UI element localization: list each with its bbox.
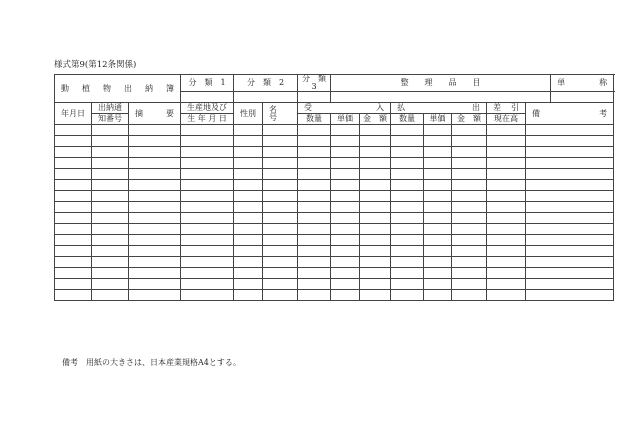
- table-cell[interactable]: [55, 268, 92, 279]
- col-tx-no-1: 出納通: [92, 103, 129, 114]
- table-cell[interactable]: [452, 125, 487, 136]
- table-cell[interactable]: [55, 290, 92, 301]
- payment-unit-price: 単価: [424, 114, 452, 125]
- col-origin-2: 生 年 月 日: [181, 114, 234, 125]
- table-cell[interactable]: [92, 147, 129, 158]
- table-cell[interactable]: [487, 279, 526, 290]
- table-cell[interactable]: [360, 268, 391, 279]
- table-cell[interactable]: [526, 180, 614, 191]
- table-cell[interactable]: [526, 136, 614, 147]
- table-cell[interactable]: [263, 279, 298, 290]
- table-cell[interactable]: [331, 224, 360, 235]
- table-cell[interactable]: [331, 257, 360, 268]
- table-cell[interactable]: [234, 202, 263, 213]
- table-row: [55, 213, 614, 224]
- table-cell[interactable]: [234, 268, 263, 279]
- receipt-qty: 数量: [298, 114, 331, 125]
- table-cell[interactable]: [92, 213, 129, 224]
- table-cell[interactable]: [263, 213, 298, 224]
- table-cell[interactable]: [234, 125, 263, 136]
- table-cell[interactable]: [181, 268, 234, 279]
- table-cell[interactable]: [452, 279, 487, 290]
- table-cell[interactable]: [391, 268, 424, 279]
- table-row: [55, 158, 614, 169]
- table-cell[interactable]: [298, 290, 331, 301]
- table-cell[interactable]: [487, 136, 526, 147]
- table-cell[interactable]: [487, 268, 526, 279]
- table-cell[interactable]: [487, 290, 526, 301]
- table-cell[interactable]: [391, 180, 424, 191]
- table-cell[interactable]: [487, 224, 526, 235]
- table-cell[interactable]: [234, 224, 263, 235]
- table-cell[interactable]: [92, 180, 129, 191]
- table-cell[interactable]: [298, 158, 331, 169]
- table-cell[interactable]: [391, 191, 424, 202]
- table-cell[interactable]: [452, 246, 487, 257]
- table-cell[interactable]: [331, 246, 360, 257]
- table-cell[interactable]: [55, 224, 92, 235]
- table-cell[interactable]: [424, 213, 452, 224]
- table-cell[interactable]: [234, 169, 263, 180]
- table-cell[interactable]: [360, 213, 391, 224]
- table-cell[interactable]: [526, 169, 614, 180]
- col-name: 名 号: [263, 103, 298, 125]
- table-cell[interactable]: [129, 279, 181, 290]
- table-cell[interactable]: [391, 235, 424, 246]
- ledger-rows: [55, 125, 614, 301]
- table-cell[interactable]: [424, 180, 452, 191]
- table-cell[interactable]: [129, 158, 181, 169]
- table-cell[interactable]: [526, 279, 614, 290]
- table-row: [55, 147, 614, 158]
- col-sex: 性別: [234, 103, 263, 125]
- table-row: [55, 136, 614, 147]
- table-cell[interactable]: [181, 224, 234, 235]
- col-payment: 払 出: [391, 103, 487, 114]
- table-cell[interactable]: [452, 136, 487, 147]
- table-cell[interactable]: [129, 147, 181, 158]
- table-cell[interactable]: [263, 191, 298, 202]
- table-row: [55, 191, 614, 202]
- table-cell[interactable]: [331, 202, 360, 213]
- table-cell[interactable]: [129, 213, 181, 224]
- table-cell[interactable]: [298, 279, 331, 290]
- table-cell[interactable]: [92, 169, 129, 180]
- table-cell[interactable]: [92, 125, 129, 136]
- table-cell[interactable]: [424, 290, 452, 301]
- class2-label: 分 類 2: [234, 75, 298, 92]
- unit-value: [551, 92, 614, 103]
- table-cell[interactable]: [263, 246, 298, 257]
- table-cell[interactable]: [129, 169, 181, 180]
- table-cell[interactable]: [298, 136, 331, 147]
- table-cell[interactable]: [331, 191, 360, 202]
- unit-label: 単 称: [551, 75, 614, 92]
- table-cell[interactable]: [452, 268, 487, 279]
- table-cell[interactable]: [129, 125, 181, 136]
- table-cell[interactable]: [55, 147, 92, 158]
- table-cell[interactable]: [234, 290, 263, 301]
- table-cell[interactable]: [181, 279, 234, 290]
- table-cell[interactable]: [391, 158, 424, 169]
- table-row: [55, 180, 614, 191]
- table-cell[interactable]: [298, 268, 331, 279]
- table-cell[interactable]: [360, 169, 391, 180]
- table-cell[interactable]: [391, 224, 424, 235]
- table-cell[interactable]: [263, 125, 298, 136]
- table-cell[interactable]: [298, 180, 331, 191]
- table-cell[interactable]: [331, 235, 360, 246]
- table-cell[interactable]: [234, 136, 263, 147]
- table-cell[interactable]: [424, 202, 452, 213]
- table-cell[interactable]: [234, 279, 263, 290]
- receipt-unit-price: 単価: [331, 114, 360, 125]
- table-cell[interactable]: [424, 191, 452, 202]
- table-row: [55, 290, 614, 301]
- table-cell[interactable]: [526, 191, 614, 202]
- table-cell[interactable]: [424, 235, 452, 246]
- note: 備考 用紙の大きさは、日本産業規格A4とする。: [62, 358, 241, 367]
- table-cell[interactable]: [234, 246, 263, 257]
- table-row: [55, 169, 614, 180]
- table-cell[interactable]: [526, 224, 614, 235]
- table-cell[interactable]: [331, 169, 360, 180]
- table-cell[interactable]: [526, 202, 614, 213]
- table-cell[interactable]: [92, 279, 129, 290]
- table-cell[interactable]: [487, 246, 526, 257]
- table-cell[interactable]: [92, 257, 129, 268]
- table-cell[interactable]: [487, 202, 526, 213]
- table-cell[interactable]: [452, 235, 487, 246]
- table-cell[interactable]: [234, 191, 263, 202]
- class1-label: 分 類 1: [181, 75, 234, 92]
- table-cell[interactable]: [263, 257, 298, 268]
- table-cell[interactable]: [92, 290, 129, 301]
- table-cell[interactable]: [424, 257, 452, 268]
- table-cell[interactable]: [92, 268, 129, 279]
- col-origin-1: 生産地及び: [181, 103, 234, 114]
- table-cell[interactable]: [92, 246, 129, 257]
- table-cell[interactable]: [360, 235, 391, 246]
- table-cell[interactable]: [424, 125, 452, 136]
- table-cell[interactable]: [331, 180, 360, 191]
- table-cell[interactable]: [263, 136, 298, 147]
- table-cell[interactable]: [92, 158, 129, 169]
- table-cell[interactable]: [526, 257, 614, 268]
- table-cell[interactable]: [391, 202, 424, 213]
- ledger-title: 動 植 物 出 納 簿: [55, 75, 181, 103]
- table-cell[interactable]: [55, 202, 92, 213]
- table-cell[interactable]: [391, 290, 424, 301]
- table-cell[interactable]: [298, 147, 331, 158]
- receipt-amount: 金 額: [360, 114, 391, 125]
- table-cell[interactable]: [55, 125, 92, 136]
- table-cell[interactable]: [360, 202, 391, 213]
- table-cell[interactable]: [391, 136, 424, 147]
- table-cell[interactable]: [181, 136, 234, 147]
- table-cell[interactable]: [424, 268, 452, 279]
- table-cell[interactable]: [55, 279, 92, 290]
- table-cell[interactable]: [360, 257, 391, 268]
- table-cell[interactable]: [452, 257, 487, 268]
- table-row: [55, 279, 614, 290]
- table-cell[interactable]: [234, 158, 263, 169]
- table-cell[interactable]: [331, 158, 360, 169]
- table-cell[interactable]: [487, 125, 526, 136]
- table-cell[interactable]: [360, 279, 391, 290]
- table-cell[interactable]: [331, 136, 360, 147]
- table-cell[interactable]: [181, 191, 234, 202]
- table-row: [55, 257, 614, 268]
- table-cell[interactable]: [234, 257, 263, 268]
- table-cell[interactable]: [55, 180, 92, 191]
- table-cell[interactable]: [129, 136, 181, 147]
- col-summary: 摘 要: [129, 103, 181, 125]
- table-cell[interactable]: [526, 235, 614, 246]
- col-date: 年月日: [55, 103, 92, 125]
- table-row: [55, 268, 614, 279]
- table-cell[interactable]: [526, 158, 614, 169]
- table-cell[interactable]: [424, 158, 452, 169]
- form-label: 様式第9(第12条関係): [54, 60, 137, 70]
- table-cell[interactable]: [129, 180, 181, 191]
- class3-value: [298, 92, 331, 103]
- table-cell[interactable]: [424, 279, 452, 290]
- table-row: [55, 125, 614, 136]
- table-cell[interactable]: [263, 268, 298, 279]
- table-cell[interactable]: [92, 191, 129, 202]
- table-cell[interactable]: [360, 125, 391, 136]
- table-cell[interactable]: [452, 147, 487, 158]
- table-cell[interactable]: [181, 180, 234, 191]
- table-cell[interactable]: [92, 136, 129, 147]
- table-cell[interactable]: [452, 191, 487, 202]
- table-cell[interactable]: [263, 235, 298, 246]
- table-cell[interactable]: [55, 257, 92, 268]
- table-cell[interactable]: [181, 235, 234, 246]
- table-cell[interactable]: [129, 235, 181, 246]
- table-cell[interactable]: [263, 202, 298, 213]
- table-cell[interactable]: [181, 202, 234, 213]
- table-cell[interactable]: [263, 180, 298, 191]
- table-cell[interactable]: [526, 147, 614, 158]
- class1-value: [181, 92, 234, 103]
- table-cell[interactable]: [487, 147, 526, 158]
- table-cell[interactable]: [391, 246, 424, 257]
- col-remarks: 備 考: [526, 103, 614, 125]
- table-cell[interactable]: [487, 213, 526, 224]
- table-cell[interactable]: [452, 290, 487, 301]
- table-cell[interactable]: [298, 224, 331, 235]
- table-cell[interactable]: [92, 235, 129, 246]
- table-cell[interactable]: [487, 180, 526, 191]
- table-cell[interactable]: [234, 147, 263, 158]
- table-cell[interactable]: [391, 125, 424, 136]
- table-cell[interactable]: [487, 191, 526, 202]
- col-diff-2: 現在高: [487, 114, 526, 125]
- table-cell[interactable]: [55, 246, 92, 257]
- table-cell[interactable]: [452, 224, 487, 235]
- table-cell[interactable]: [55, 136, 92, 147]
- table-cell[interactable]: [298, 191, 331, 202]
- table-cell[interactable]: [424, 136, 452, 147]
- item-name-label: 整 理 品 目: [331, 75, 551, 92]
- table-cell[interactable]: [129, 246, 181, 257]
- table-cell[interactable]: [129, 257, 181, 268]
- table-cell[interactable]: [181, 213, 234, 224]
- table-cell[interactable]: [181, 257, 234, 268]
- table-cell[interactable]: [55, 191, 92, 202]
- table-cell[interactable]: [181, 125, 234, 136]
- table-cell[interactable]: [298, 202, 331, 213]
- table-cell[interactable]: [452, 213, 487, 224]
- table-cell[interactable]: [452, 169, 487, 180]
- table-cell[interactable]: [129, 191, 181, 202]
- table-cell[interactable]: [263, 158, 298, 169]
- table-cell[interactable]: [55, 169, 92, 180]
- col-diff-1: 差 引: [487, 103, 526, 114]
- table-row: [55, 235, 614, 246]
- table-row: [55, 224, 614, 235]
- table-cell[interactable]: [298, 125, 331, 136]
- table-cell[interactable]: [360, 136, 391, 147]
- table-cell[interactable]: [526, 290, 614, 301]
- table-cell[interactable]: [360, 158, 391, 169]
- table-cell[interactable]: [298, 246, 331, 257]
- table-cell[interactable]: [92, 202, 129, 213]
- table-cell[interactable]: [92, 224, 129, 235]
- table-cell[interactable]: [55, 158, 92, 169]
- table-cell[interactable]: [331, 268, 360, 279]
- table-cell[interactable]: [55, 213, 92, 224]
- class2-value: [234, 92, 298, 103]
- table-cell[interactable]: [234, 180, 263, 191]
- table-cell[interactable]: [452, 202, 487, 213]
- table-cell[interactable]: [129, 268, 181, 279]
- table-cell[interactable]: [424, 224, 452, 235]
- table-cell[interactable]: [234, 235, 263, 246]
- table-cell[interactable]: [181, 246, 234, 257]
- table-row: [55, 246, 614, 257]
- table-cell[interactable]: [331, 290, 360, 301]
- table-cell[interactable]: [181, 169, 234, 180]
- table-cell[interactable]: [360, 180, 391, 191]
- table-cell[interactable]: [263, 224, 298, 235]
- ledger-form: [54, 74, 614, 301]
- table-cell[interactable]: [298, 213, 331, 224]
- table-cell[interactable]: [391, 213, 424, 224]
- table-cell[interactable]: [391, 169, 424, 180]
- table-cell[interactable]: [129, 202, 181, 213]
- table-row: [55, 202, 614, 213]
- table-cell[interactable]: [487, 235, 526, 246]
- table-cell[interactable]: [526, 246, 614, 257]
- table-cell[interactable]: [391, 279, 424, 290]
- table-cell[interactable]: [452, 180, 487, 191]
- table-cell[interactable]: [487, 169, 526, 180]
- table-cell[interactable]: [424, 169, 452, 180]
- table-cell[interactable]: [360, 224, 391, 235]
- table-cell[interactable]: [360, 147, 391, 158]
- col-receipt: 受 入: [298, 103, 391, 114]
- item-name-value: [331, 92, 551, 103]
- table-cell[interactable]: [55, 235, 92, 246]
- table-cell[interactable]: [526, 268, 614, 279]
- table-cell[interactable]: [424, 246, 452, 257]
- table-cell[interactable]: [360, 290, 391, 301]
- table-cell[interactable]: [391, 257, 424, 268]
- table-cell[interactable]: [487, 257, 526, 268]
- table-cell[interactable]: [129, 224, 181, 235]
- table-cell[interactable]: [263, 169, 298, 180]
- table-cell[interactable]: [331, 213, 360, 224]
- table-cell[interactable]: [298, 235, 331, 246]
- payment-qty: 数量: [391, 114, 424, 125]
- table-cell[interactable]: [129, 290, 181, 301]
- table-cell[interactable]: [452, 158, 487, 169]
- col-tx-no-2: 知番号: [92, 114, 129, 125]
- table-cell[interactable]: [360, 246, 391, 257]
- table-cell[interactable]: [331, 279, 360, 290]
- table-cell[interactable]: [360, 191, 391, 202]
- table-cell[interactable]: [391, 147, 424, 158]
- table-cell[interactable]: [298, 257, 331, 268]
- table-cell[interactable]: [263, 147, 298, 158]
- table-cell[interactable]: [331, 147, 360, 158]
- table-cell[interactable]: [298, 169, 331, 180]
- table-cell[interactable]: [181, 147, 234, 158]
- table-cell[interactable]: [181, 290, 234, 301]
- table-cell[interactable]: [424, 147, 452, 158]
- table-cell[interactable]: [181, 158, 234, 169]
- table-cell[interactable]: [234, 213, 263, 224]
- class3-label: 分 類 3: [298, 75, 331, 92]
- table-cell[interactable]: [526, 213, 614, 224]
- payment-amount: 金 額: [452, 114, 487, 125]
- table-cell[interactable]: [331, 125, 360, 136]
- table-cell[interactable]: [263, 290, 298, 301]
- table-cell[interactable]: [526, 125, 614, 136]
- table-cell[interactable]: [487, 158, 526, 169]
